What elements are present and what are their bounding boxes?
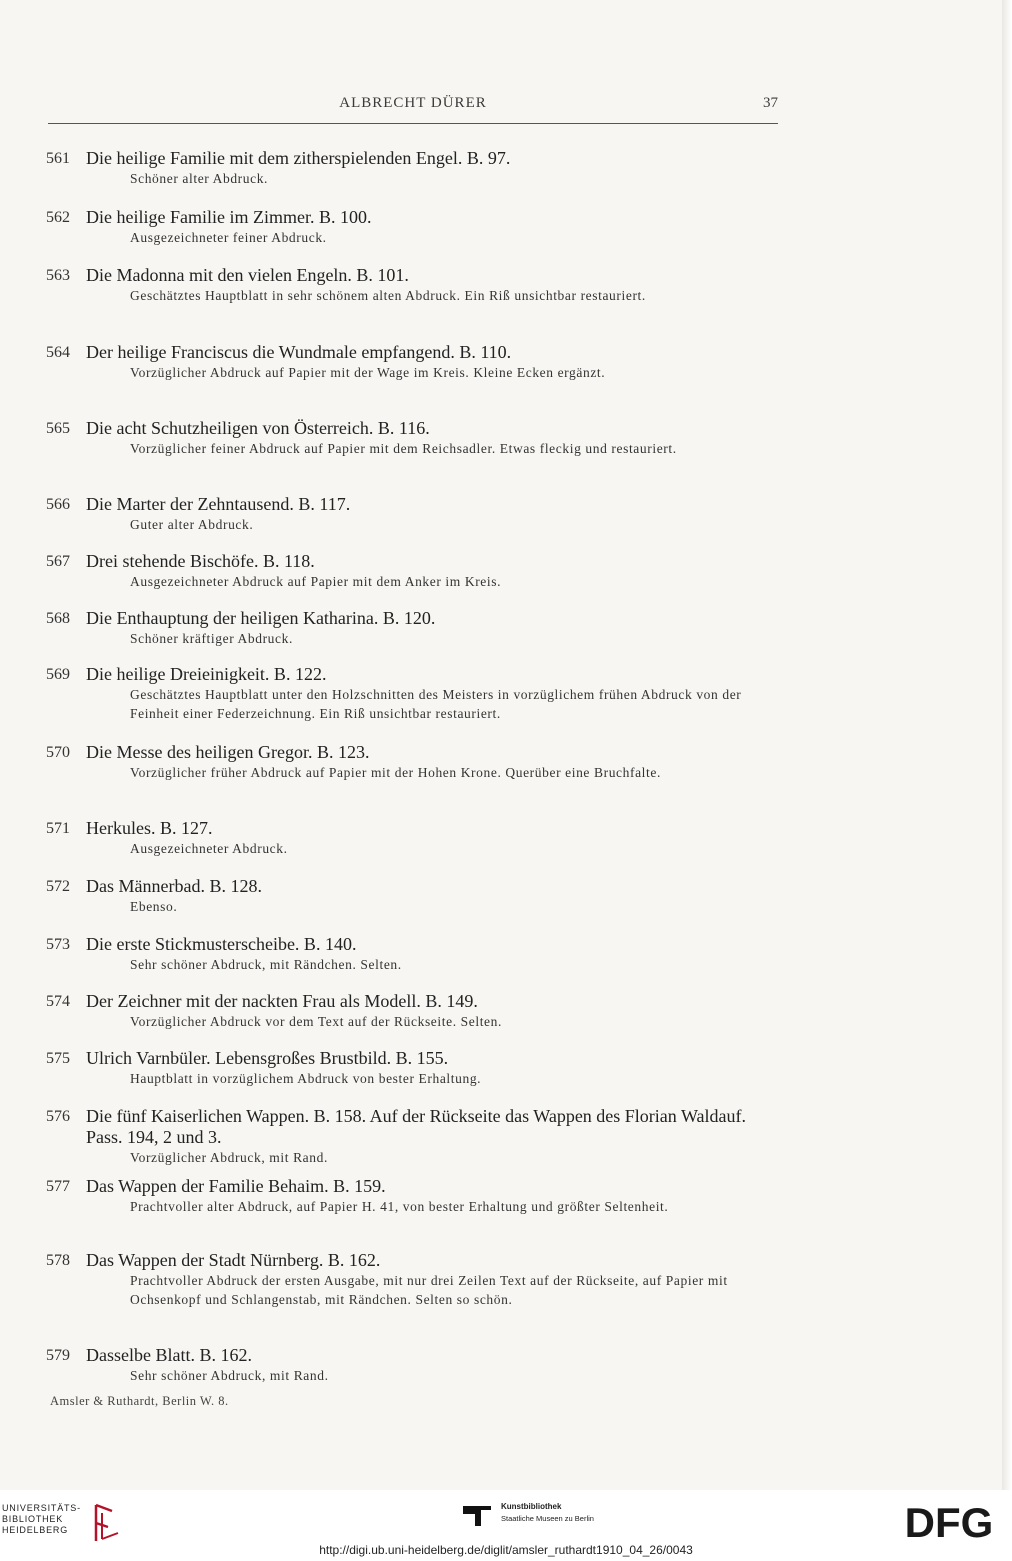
entry-title: Die Enthauptung der heiligen Katharina. B. 120. <box>86 608 436 628</box>
university-name-line-2: BIBLIOTHEK <box>2 1514 64 1524</box>
entry-title: Die Messe des heiligen Gregor. B. 123. <box>86 742 370 762</box>
university-library-logo <box>2 1501 132 1545</box>
entry-number: 574 <box>46 993 70 1010</box>
entry-note: Prachtvoller alter Abdruck, auf Papier H. 41, von bester Erhaltung und größter Seltenheit. <box>130 1199 669 1214</box>
entry-title: Der Zeichner mit der nackten Frau als Modell. B. 149. <box>86 991 478 1011</box>
entry-number: 561 <box>46 150 70 167</box>
kunstbibliothek-logo <box>461 1500 661 1530</box>
kunstbibliothek-name: Kunstbibliothek <box>501 1502 562 1511</box>
university-seal-icon <box>90 1501 124 1545</box>
entry-number: 563 <box>46 267 70 284</box>
entry-note: Vorzüglicher feiner Abdruck auf Papier mit dem Reichsadler. Etwas fleckig und restauriert. <box>130 441 677 456</box>
kunstbibliothek-mark-icon <box>461 1502 493 1528</box>
catalog-entry-564 <box>46 342 786 418</box>
entry-number: 564 <box>46 344 70 361</box>
entry-title: Die acht Schutzheiligen von Österreich. B. 116. <box>86 418 430 438</box>
entry-number: 578 <box>46 1252 70 1269</box>
entry-note: Schöner alter Abdruck. <box>130 171 269 186</box>
entry-number: 566 <box>46 496 70 513</box>
entry-title: Das Wappen der Stadt Nürnberg. B. 162. <box>86 1250 381 1270</box>
entry-title: Das Wappen der Familie Behaim. B. 159. <box>86 1176 386 1196</box>
page-edge <box>1002 0 1012 1490</box>
entry-number: 571 <box>46 820 70 837</box>
dfg-logo <box>898 1499 1000 1543</box>
entry-note: Guter alter Abdruck. <box>130 517 254 532</box>
university-library-name <box>2 1503 81 1536</box>
catalog-entry-576 <box>46 1106 786 1176</box>
entry-note: Hauptblatt in vorzüglichem Abdruck von bester Erhaltung. <box>130 1071 482 1086</box>
entry-number: 568 <box>46 610 70 627</box>
entry-note: Geschätztes Hauptblatt in sehr schönem alten Abdruck. Ein Riß unsichtbar restauriert. <box>130 288 646 303</box>
entry-title: Die heilige Familie mit dem zitherspielenden Engel. B. 97. <box>86 148 511 168</box>
catalog-entry-561 <box>46 148 786 207</box>
entry-number: 567 <box>46 553 70 570</box>
entry-note: Vorzüglicher Abdruck auf Papier mit der Wage im Kreis. Kleine Ecken ergänzt. <box>130 365 606 380</box>
entry-note: Schöner kräftiger Abdruck. <box>130 631 293 646</box>
entry-note: Geschätztes Hauptblatt unter den Holzschnitten des Meisters in vorzüglichem frühen Abdruck von der Feinheit einer Federzeichnung. Ein Riß unsichtbar restauriert. <box>130 687 742 721</box>
entry-note: Vorzüglicher Abdruck vor dem Text auf der Rückseite. Selten. <box>130 1014 502 1029</box>
entry-title: Das Männerbad. B. 128. <box>86 876 262 896</box>
catalog-entry-575 <box>46 1048 786 1106</box>
entry-note: Ausgezeichneter Abdruck auf Papier mit dem Anker im Kreis. <box>130 574 502 589</box>
catalog-entry-570 <box>46 742 786 818</box>
catalog-entry-566 <box>46 494 786 551</box>
entry-title: Der heilige Franciscus die Wundmale empfangend. B. 110. <box>86 342 512 362</box>
running-title: ALBRECHT DÜRER <box>339 95 487 111</box>
entry-title: Die Marter der Zehntausend. B. 117. <box>86 494 351 514</box>
catalog-entry-562 <box>46 207 786 265</box>
entry-title: Die heilige Familie im Zimmer. B. 100. <box>86 207 372 227</box>
entry-number: 573 <box>46 936 70 953</box>
source-url[interactable]: http://digi.ub.uni-heidelberg.de/diglit/amsler_ruthardt1910_04_26/0043 <box>319 1543 693 1557</box>
entry-note: Vorzüglicher früher Abdruck auf Papier mit der Hohen Krone. Querüber eine Bruchfalte. <box>130 765 661 780</box>
entry-note: Vorzüglicher Abdruck, mit Rand. <box>130 1150 328 1165</box>
page-number: 37 <box>763 95 778 111</box>
catalog-entry-573 <box>46 934 786 991</box>
catalog-entry-567 <box>46 551 786 608</box>
university-name-line-3: HEIDELBERG <box>2 1525 69 1535</box>
entry-number: 565 <box>46 420 70 437</box>
entry-number: 570 <box>46 744 70 761</box>
entry-title: Die erste Stickmusterscheibe. B. 140. <box>86 934 357 954</box>
entry-number: 575 <box>46 1050 70 1067</box>
entry-number: 576 <box>46 1108 70 1125</box>
entry-number: 562 <box>46 209 70 226</box>
entry-number: 579 <box>46 1347 70 1364</box>
catalog-entry-578 <box>46 1250 786 1345</box>
entry-note: Prachtvoller Abdruck der ersten Ausgabe, mit nur drei Zeilen Text auf der Rückseite, auf Papier mit Ochsenkopf und Schlangenstab, mit Rändchen. Selten so schön. <box>130 1273 728 1307</box>
entry-note: Ausgezeichneter feiner Abdruck. <box>130 230 327 245</box>
catalog-entry-572 <box>46 876 786 934</box>
entry-title: Die heilige Dreieinigkeit. B. 122. <box>86 664 327 684</box>
catalog-entry-569 <box>46 664 786 742</box>
catalog-entry-579 <box>46 1345 786 1390</box>
entry-note: Ausgezeichneter Abdruck. <box>130 841 288 856</box>
catalog-entry-565 <box>46 418 786 494</box>
running-head <box>48 95 778 124</box>
entry-number: 572 <box>46 878 70 895</box>
entry-title: Die fünf Kaiserlichen Wappen. B. 158. Auf der Rückseite das Wappen des Florian Waldauf. Pass. 194, 2 und 3. <box>86 1106 746 1147</box>
university-name-line-1: UNIVERSITÄTS- <box>2 1503 81 1513</box>
catalog-entry-563 <box>46 265 786 342</box>
catalog-entry-577 <box>46 1176 786 1250</box>
entry-note: Sehr schöner Abdruck, mit Rand. <box>130 1368 329 1383</box>
entry-note: Ebenso. <box>130 899 178 914</box>
catalog-entry-571 <box>46 818 786 876</box>
entry-title: Herkules. B. 127. <box>86 818 213 838</box>
dfg-text: DFG <box>904 1499 994 1543</box>
catalog-entry-568 <box>46 608 786 664</box>
kunstbibliothek-subtitle: Staatliche Museen zu Berlin <box>501 1514 594 1523</box>
entry-number: 577 <box>46 1178 70 1195</box>
entry-title: Ulrich Varnbüler. Lebensgroßes Brustbild. B. 155. <box>86 1048 449 1068</box>
entry-note: Sehr schöner Abdruck, mit Rändchen. Selten. <box>130 957 402 972</box>
catalog-entries <box>46 148 786 1390</box>
entry-title: Dasselbe Blatt. B. 162. <box>86 1345 252 1365</box>
catalog-entry-574 <box>46 991 786 1048</box>
entry-title: Drei stehende Bischöfe. B. 118. <box>86 551 315 571</box>
entry-title: Die Madonna mit den vielen Engeln. B. 101. <box>86 265 409 285</box>
entry-number: 569 <box>46 666 70 683</box>
publisher-line: Amsler & Ruthardt, Berlin W. 8. <box>50 1394 229 1408</box>
